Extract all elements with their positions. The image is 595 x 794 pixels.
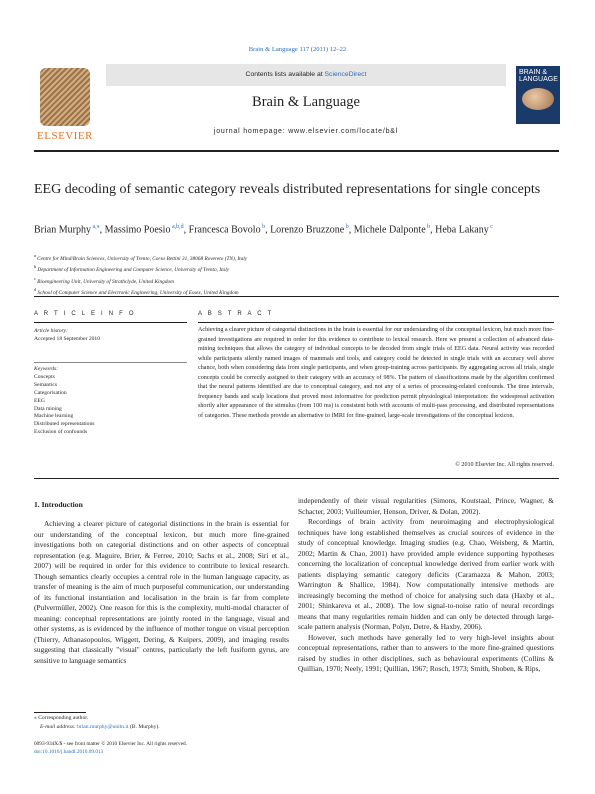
issn-line: 0093-934X/$ - see front matter © 2010 Elsevier Inc. All rights reserved. (34, 741, 188, 747)
affiliation-text: School of Computer Science and Electronic Engineering, University of Essex, United Kingdom (37, 289, 239, 296)
affiliation-rule (34, 296, 559, 297)
elsevier-tree-icon (40, 68, 90, 126)
intro-paragraph-1-cont: independently of their visual regularities (Simons, Koutstaal, Prince, Wagner, & Schacter, 2003; Vuilleumier, Henson, Driver, & Dolan, 2002). (298, 496, 554, 516)
header-rule (34, 150, 559, 152)
author-name: Heba Lakany (435, 224, 489, 236)
footnote (34, 714, 160, 731)
affiliation-list (34, 252, 554, 297)
body-right-column (298, 496, 554, 675)
author-list: Brian Murphy $^{a,⁎}$, Massimo Poesio $^{a,b,d}$, Francesca Bovolo $^b$, Lorenzo Bruzzone $^b$, Michele Dalponte $^b$, Heba Lakany $^c$ (34, 224, 493, 236)
journal-cover-thumbnail (516, 66, 560, 124)
author-name: Brian Murphy (34, 224, 91, 236)
history-accepted: Accepted 18 September 2010 (34, 336, 101, 342)
affiliation (34, 263, 554, 274)
keyword: Exclusion of confounds (34, 429, 88, 436)
article-info-rule (34, 322, 187, 323)
author-name: Lorenzo Bruzzone (270, 224, 345, 236)
author-affiliation-marker[interactable]: a,b,d (170, 224, 184, 230)
author-affiliation-marker[interactable]: a,⁎ (90, 224, 100, 230)
article-title: EEG decoding of semantic category reveals distributed representations for single concepts (34, 182, 541, 197)
email-link[interactable]: brian.murphy@unitn.it (77, 723, 129, 730)
affiliation-marker: a (34, 253, 38, 258)
abstract-heading: A B S T R A C T (198, 311, 274, 317)
brain-image-icon (522, 88, 554, 110)
keywords-rule (34, 362, 187, 363)
keywords-label: Keywords: (34, 366, 59, 372)
author-affiliation-marker[interactable]: c (488, 224, 493, 230)
affiliation-marker: c (34, 275, 38, 281)
keyword: Data mining (34, 405, 62, 412)
author-affiliation-marker[interactable]: b (260, 224, 266, 230)
author-name: Francesca Bovolo (188, 224, 261, 236)
abstract-text: Achieving a clearer picture of categorial distinctions in the brain is essential for our understanding of the conceptual lexicon, but much more fine-grained investigations are required in order for this evidence to contribute to lexical research. Here we present a collection of advanced data-mining techniques that allows the category of individual concepts to be decoded from single trials of EEG data. Neural activity was recorded while participants silently named images of mammals and tools, and category could be detected in single trials with an accuracy well above chance, both when considering data from single participants, and when group-training across participants. By aggregating across all trials, single concepts could be correctly assigned to their category with an accuracy of 98%. The pattern of classifications made by the algorithm confirmed that the neural patterns identified are due to conceptual category, and not any of a series of processing-related confounds. The time intervals, frequency bands and scalp locations that proved most informative for prediction permit physiological interpretation: the widespread activation shortly after appearance of the stimulus (from 100 ms) is consistent both with accounts of multi-pass processing, and distributed representations of categories. These methods provide an alternative to fMRI for fine-grained, large-scale investigations of the conceptual lexicon. (198, 327, 554, 419)
footnote-rule (34, 712, 86, 713)
affiliation-marker: d (34, 287, 38, 293)
keyword: Distributed representations (34, 421, 95, 428)
author-affiliation-marker[interactable]: b (425, 224, 431, 230)
history-label: Article history: (34, 328, 69, 334)
cover-title: BRAIN & LANGUAGE (519, 69, 558, 83)
affiliation (34, 252, 554, 263)
affiliation-text: Bioengineering Unit, University of Strathclyde, United Kingdom (37, 278, 174, 285)
email-suffix: (B. Murphy). (128, 723, 160, 730)
issn-block (34, 740, 187, 757)
footnote-corresponding-text: Corresponding author. (38, 715, 89, 721)
abstract-bottom-rule (34, 478, 559, 479)
keywords-block (34, 366, 94, 437)
journal-homepage[interactable]: journal homepage: www.elsevier.com/locate/b&l (213, 128, 399, 135)
sciencedirect-link[interactable]: ScienceDirect (324, 71, 367, 78)
article-history (34, 327, 100, 343)
body-left-column (34, 519, 289, 666)
doi-link[interactable]: doi:10.1016/j.bandl.2010.09.013 (34, 749, 104, 756)
footnote-marker: ⁎ (34, 715, 37, 721)
author-affiliation-marker[interactable]: b (344, 224, 349, 230)
contents-available-band (106, 64, 506, 86)
keyword: Machine learning (34, 413, 74, 420)
email-label: E-mail address: (40, 723, 78, 730)
article-info-heading: A R T I C L E I N F O (34, 311, 136, 317)
journal-reference[interactable]: Brain & Language 117 (2011) 12–22 (248, 46, 347, 53)
keyword: Categorisation (34, 389, 67, 396)
journal-header (34, 64, 559, 150)
intro-paragraph-1: Achieving a clearer picture of categorial distinctions in the brain is essential for our understanding of the conceptual lexicon, but much more fine-grained investigations both on categorial distinctions and on other aspects of conceptual representation (e.g. Maguire, Brier, & Ferree, 2010; Sachs et al., 2008; Siri et al., 2007) will be required in order for this evidence to contribute to lexical research. Though semantics clearly occupies a central role in the human language capacity, as transfer of meaning is the aim of much purposeful communication, our understanding of its functional instantiation and localisation in the brain is far from complete (Pulvermüller, 2002). One reason for this is the complexity, multi-modal character of meaning: conceptual representations are jointly rooted in the language, visual and other systems, as is evidenced by the influence of mother tongue on visual perception (Thierry, Athanasopoulos, Wiggett, Dering, & Kuipers, 2009), and imaging results suggesting that classically "visual" centres, particularly the left fusiform gyrus, are sensitive to language semantics (34, 519, 289, 665)
keywords-list (34, 374, 94, 437)
author-name: Michele Dalponte (353, 224, 426, 236)
journal-title: Brain & Language (252, 94, 360, 110)
abstract-rule (198, 322, 554, 323)
section-heading-introduction: 1. Introduction (34, 500, 83, 509)
abstract-copyright: © 2010 Elsevier Inc. All rights reserved. (455, 462, 554, 468)
affiliation (34, 275, 554, 286)
intro-paragraph-2: Recordings of brain activity from neuroimaging and electrophysiological techniques have long established themselves as crucial sources of evidence in the study of conceptual knowledge. Imaging studies (e.g. Chao, Weisberg, & Martin, 2002; Martin & Chao, 2001) have provided ample evidence supporting hypotheses concerning the localization of conceptual knowledge derived from earlier work with patients displaying semantic category deficits (Caramazza & Mahon, 2003; Warrington & Shallice, 1984). Now computationally intensive methods are increasingly becoming the method of choice for analysing such data (Haxby et al., 2001; Shinkareva et al., 2008). The low signal-to-noise ratio of neural recordings means that many regularities remain hidden and can only be detected through large-scale pattern analysis (Norman, Polyn, Detre, & Haxby, 2006). (298, 517, 554, 631)
affiliation-marker: b (34, 264, 38, 270)
keyword: Concepts (34, 373, 55, 380)
affiliation-text: Centre for Mind/Brain Sciences, University of Trento, Corso Bettini 31, 38068 Rovereto (TN), Italy (37, 255, 248, 262)
footnote-corresponding (34, 714, 160, 723)
elsevier-logo (34, 68, 96, 142)
footnote-email-line (34, 723, 160, 732)
intro-paragraph-3: However, such methods have generally led to very high-level insights about conceptual representations, rather than to answers to the more fine-grained questions raised by studies in other disciplines, such as behavioural experiments (Collins & Quillian, 1970; Neely, 1991; Quillian, 1967; Rosch, 1973; Smith, Shoben, & Rips, (298, 632, 554, 673)
affiliation-text: Department of Information Engineering and Computer Science, University of Trento, Italy (37, 267, 230, 274)
author-name: Massimo Poesio (104, 224, 171, 236)
elsevier-wordmark: ELSEVIER (37, 130, 93, 142)
keyword: Semantics (34, 381, 57, 388)
contents-prefix: Contents lists available at (245, 71, 325, 78)
keyword: EEG (34, 397, 45, 404)
